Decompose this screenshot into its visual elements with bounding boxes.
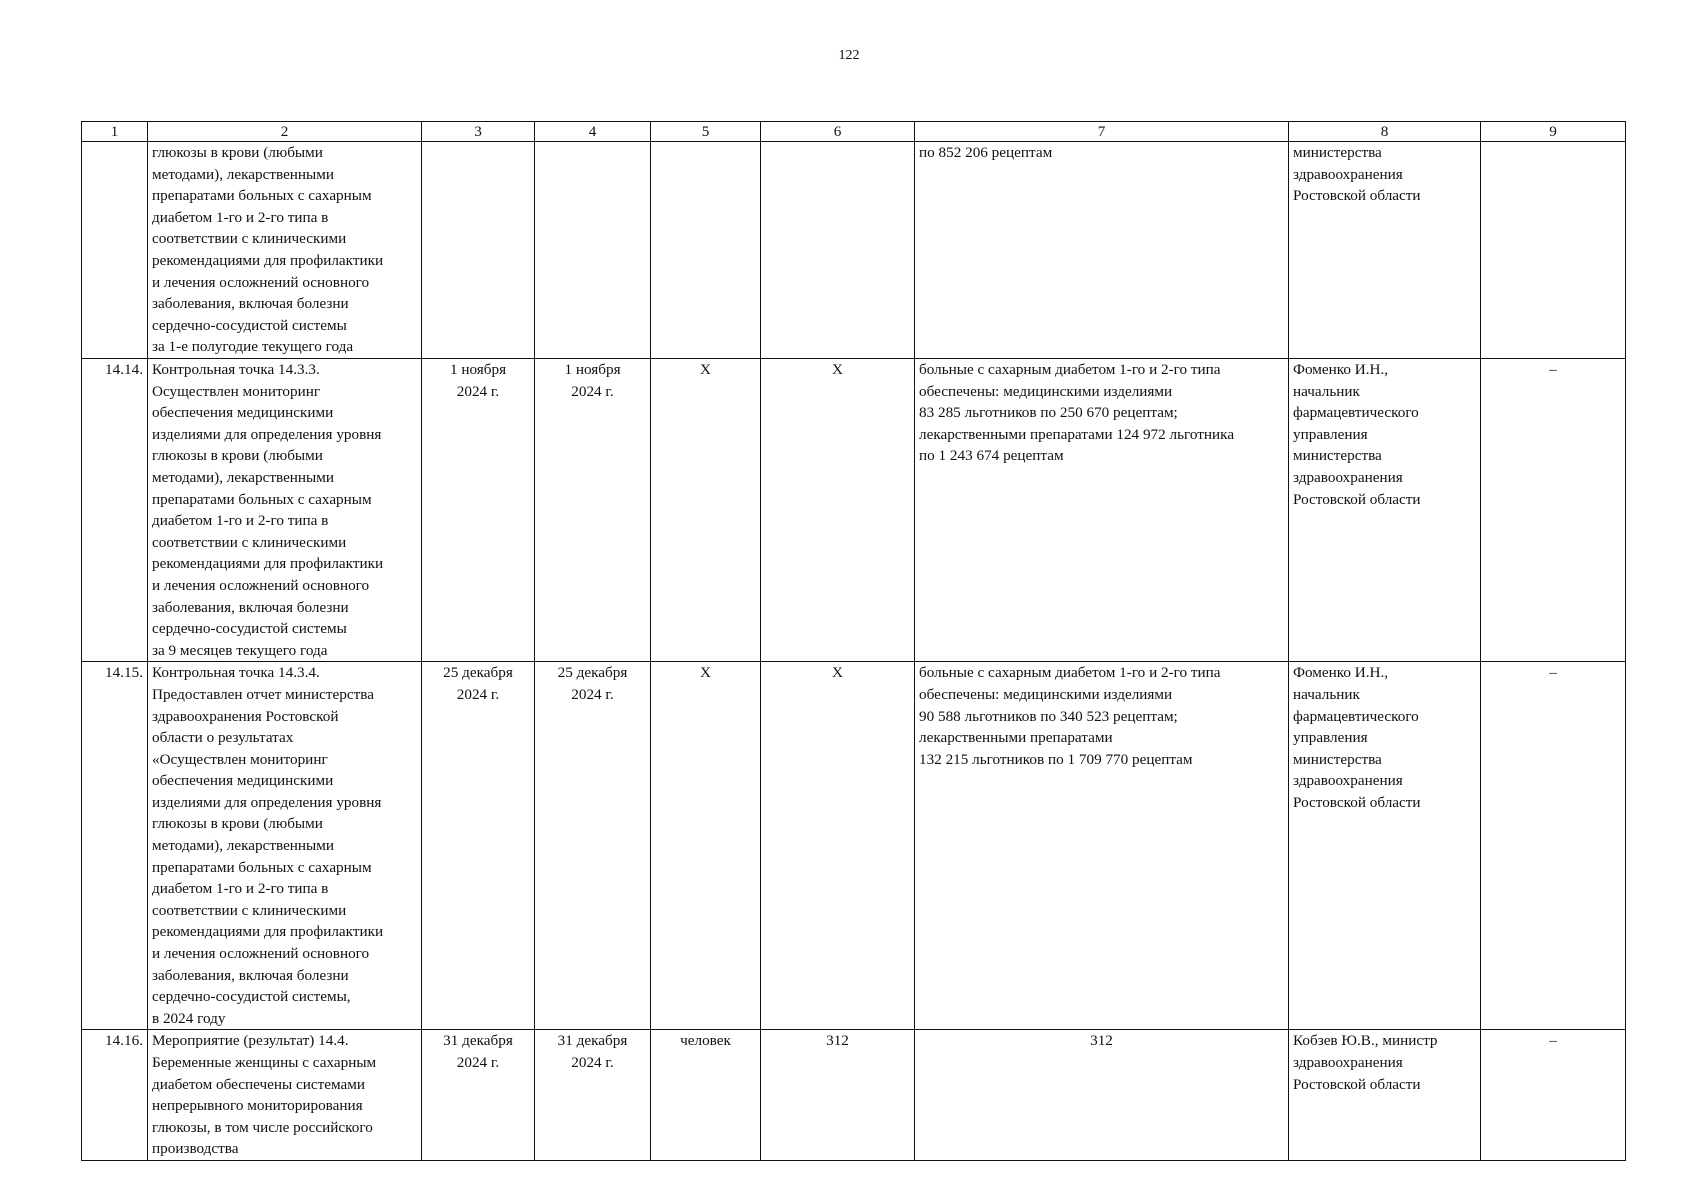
row-responsible: Фоменко И.Н., начальник фармацевтического управления министерства здравоохранения Ростовской области — [1289, 359, 1481, 662]
row-value — [761, 142, 915, 359]
column-header: 9 — [1481, 122, 1626, 142]
row-name: Контрольная точка 14.3.4. Предоставлен отчет министерства здравоохранения Ростовской области о результатах «Осуществлен мониторинг обеспечения медицинскими изделиями для определения уровня глюкозы в крови (любыми методами), лекарственными препаратами больных с сахарным диабетом 1-го и 2-го типа в соответствии с клиническими рекомендациями для профилактики и лечения осложнений основного заболевания, включая болезни сердечно-сосудистой системы, в 2024 году — [148, 662, 422, 1030]
row-result: по 852 206 рецептам — [915, 142, 1289, 359]
table-row — [82, 1030, 1626, 1161]
row-note — [1481, 142, 1626, 359]
column-header: 7 — [915, 122, 1289, 142]
row-responsible: министерства здравоохранения Ростовской области — [1289, 142, 1481, 359]
row-name: Мероприятие (результат) 14.4. Беременные женщины с сахарным диабетом обеспечены системами непрерывного мониторирования глюкозы, в том числе российского производства — [148, 1030, 422, 1161]
column-number-row — [82, 122, 1626, 142]
row-start-date: 1 ноября 2024 г. — [422, 359, 535, 662]
column-header: 2 — [148, 122, 422, 142]
row-unit: X — [651, 662, 761, 1030]
column-header: 4 — [535, 122, 651, 142]
page-number: 122 — [838, 48, 860, 63]
row-number: 14.15. — [82, 662, 148, 1030]
row-note: – — [1481, 662, 1626, 1030]
row-note: – — [1481, 1030, 1626, 1161]
table-row — [82, 662, 1626, 1030]
row-name: Контрольная точка 14.3.3. Осуществлен мониторинг обеспечения медицинскими изделиями для определения уровня глюкозы в крови (любыми методами), лекарственными препаратами больных с сахарным диабетом 1-го и 2-го типа в соответствии с клиническими рекомендациями для профилактики и лечения осложнений основного заболевания, включая болезни сердечно-сосудистой системы за 9 месяцев текущего года — [148, 359, 422, 662]
column-header: 5 — [651, 122, 761, 142]
row-start-date: 31 декабря 2024 г. — [422, 1030, 535, 1161]
row-start-date: 25 декабря 2024 г. — [422, 662, 535, 1030]
row-result: больные с сахарным диабетом 1-го и 2-го типа обеспечены: медицинскими изделиями 90 588 льготников по 340 523 рецептам; лекарственными препаратами 132 215 льготников по 1 709 770 рецептам — [915, 662, 1289, 1030]
column-header: 6 — [761, 122, 915, 142]
row-result: больные с сахарным диабетом 1-го и 2-го типа обеспечены: медицинскими изделиями 83 285 льготников по 250 670 рецептам; лекарственными препаратами 124 972 льготника по 1 243 674 рецептам — [915, 359, 1289, 662]
row-value: 312 — [761, 1030, 915, 1161]
row-number — [82, 142, 148, 359]
row-value: X — [761, 662, 915, 1030]
row-end-date — [535, 142, 651, 359]
row-responsible: Кобзев Ю.В., министр здравоохранения Ростовской области — [1289, 1030, 1481, 1161]
row-result: 312 — [915, 1030, 1289, 1161]
row-unit: человек — [651, 1030, 761, 1161]
row-value: X — [761, 359, 915, 662]
column-header: 8 — [1289, 122, 1481, 142]
column-header: 1 — [82, 122, 148, 142]
row-number: 14.14. — [82, 359, 148, 662]
row-unit: X — [651, 359, 761, 662]
row-unit — [651, 142, 761, 359]
row-note: – — [1481, 359, 1626, 662]
row-end-date: 25 декабря 2024 г. — [535, 662, 651, 1030]
table-row — [82, 359, 1626, 662]
column-header: 3 — [422, 122, 535, 142]
report-table — [81, 121, 1626, 1161]
row-name: глюкозы в крови (любыми методами), лекарственными препаратами больных с сахарным диабетом 1-го и 2-го типа в соответствии с клиническими рекомендациями для профилактики и лечения осложнений основного заболевания, включая болезни сердечно-сосудистой системы за 1-е полугодие текущего года — [148, 142, 422, 359]
row-end-date: 1 ноября 2024 г. — [535, 359, 651, 662]
row-number: 14.16. — [82, 1030, 148, 1161]
table-row — [82, 142, 1626, 359]
row-end-date: 31 декабря 2024 г. — [535, 1030, 651, 1161]
row-start-date — [422, 142, 535, 359]
row-responsible: Фоменко И.Н., начальник фармацевтического управления министерства здравоохранения Ростовской области — [1289, 662, 1481, 1030]
